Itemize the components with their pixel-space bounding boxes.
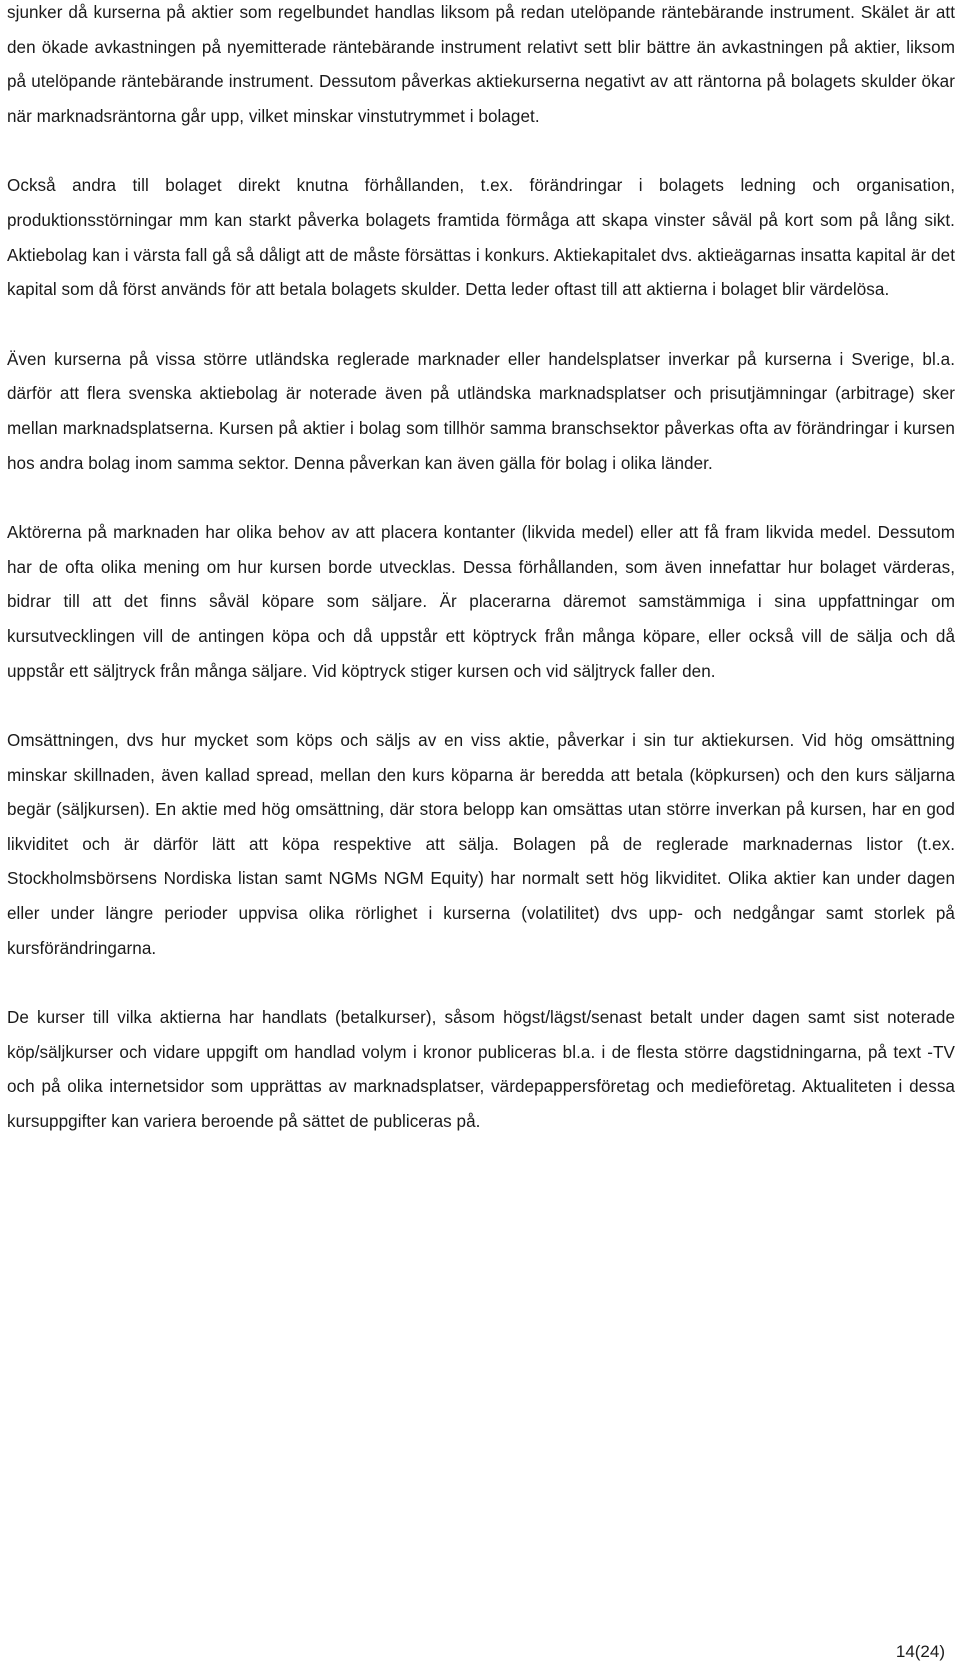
page-number: 14(24): [895, 1642, 945, 1661]
paragraph-published-prices: De kurser till vilka aktierna har handlats (betalkurser), såsom högst/lägst/senast betalt under dagen samt sist noterade köp/säljkurser och vidare uppgift om handlad volym i kronor publiceras bl.a. i de flesta större dagstidningarna, på text -TV och på olika internetsidor som upprättas av marknadsplatser, värdepappersföretag och medieföretag. Aktualiteten i dessa kursuppgifter kan variera beroende på sättet de publiceras på.: [7, 1008, 955, 1132]
paragraph-market-actors: Aktörerna på marknaden har olika behov av att placera kontanter (likvida medel) eller att få fram likvida medel. Dessutom har de ofta olika mening om hur kursen borde utvecklas. Dessa förhållanden, som även innefattar hur bolaget värderas, bidrar till att det finns såväl köpare som säljare. Är placerarna däremot samstämmiga i sina uppfattningar om kursutvecklingen vill de antingen köpa och då uppstår ett köptryck från många köpare, eller också vill de sälja och då uppstår ett säljtryck från många säljare. Vid köptryck stiger kursen och vid säljtryck faller den.: [7, 523, 955, 681]
paragraph-foreign-markets: Även kurserna på vissa större utländska reglerade marknader eller handelsplatser inverkar på kurserna i Sverige, bl.a. därför att flera svenska aktiebolag är noterade även på utländska marknadsplatser och prisutjämningar (arbitrage) sker mellan marknadsplatserna. Kursen på aktier i bolag som tillhör samma branschsektor påverkas ofta av förändringar i kursen hos andra bolag inom samma sektor. Denna påverkan kan även gälla för bolag i olika länder.: [7, 349, 955, 473]
paragraph-stock-prices-interest-rates: sjunker då kurserna på aktier som regelbundet handlas liksom på redan utelöpande räntebärande instrument. Skälet är att den ökade avkastningen på nyemitterade räntebärande instrument relativt sett blir bättre än avkastningen på aktier, liksom på utelöpande räntebärande instrument. Dessutom påverkas aktiekurserna negativt av att räntorna på bolagets skulder ökar när marknadsräntorna går upp, vilket minskar vinstutrymmet i bolaget.: [7, 3, 955, 126]
paragraph-company-conditions: Också andra till bolaget direkt knutna förhållanden, t.ex. förändringar i bolagets ledning och organisation, produktionsstörningar mm kan starkt påverka bolagets framtida förmåga att skapa vinster såväl på kort som på lång sikt. Aktiebolag kan i värsta fall gå så dåligt att de måste försättas i konkurs. Aktiekapitalet dvs. aktieägarnas insatta kapital är det kapital som då först används för att betala bolagets skulder. Detta leder oftast till att aktierna i bolaget blir värdelösa.: [7, 176, 955, 300]
paragraph-turnover-liquidity: Omsättningen, dvs hur mycket som köps och säljs av en viss aktie, påverkar i sin tur aktiekursen. Vid hög omsättning minskar skillnaden, även kallad spread, mellan den kurs köparna är beredda att betala (köpkursen) och den kurs säljarna begär (säljkursen). En aktie med hög omsättning, där stora belopp kan omsättas utan större inverkan på kursen, har en god likviditet och är därför lätt att köpa respektive att sälja. Bolagen på de reglerade marknadernas listor (t.ex. Stockholmsbörsens Nordiska listan samt NGMs NGM Equity) har normalt sett hög likviditet. Olika aktier kan under dagen eller under längre perioder uppvisa olika rörlighet i kurserna (volatilitet) dvs upp- och nedgångar samt storlek på kursförändringarna.: [7, 731, 955, 958]
body-text: [7, 0, 955, 1175]
